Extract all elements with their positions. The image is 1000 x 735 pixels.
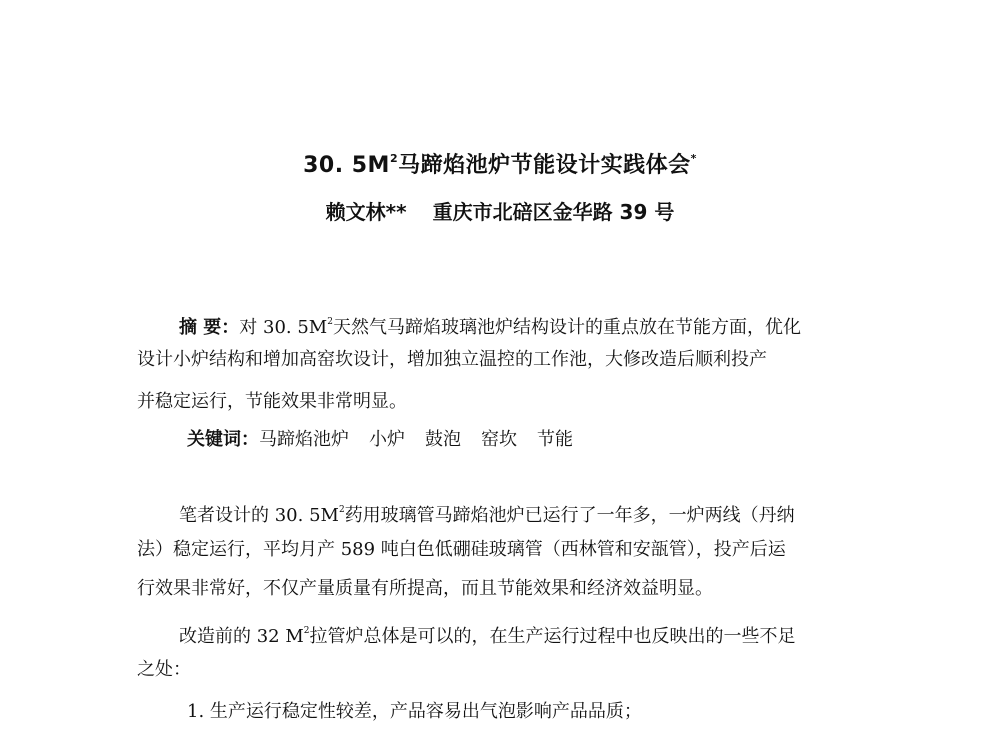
abstract-text: 天然气马蹄焰玻璃池炉结构设计的重点放在节能方面，优化 xyxy=(332,317,801,338)
paper-title xyxy=(0,143,1000,182)
body-p2-line-2: 之处： xyxy=(137,659,191,680)
body-superscript: 2 xyxy=(303,626,310,636)
author-name: 赖文林** xyxy=(325,200,407,224)
title-text: 30. 5M xyxy=(303,153,390,178)
body-text: 拉管炉总体是可以的，在生产运行过程中也反映出的一些不足 xyxy=(309,626,796,647)
abstract-label: 摘 要： xyxy=(179,317,240,338)
keyword-item: 窑坎 xyxy=(481,429,517,450)
title-footnote-mark: * xyxy=(690,152,697,165)
body-text: 药用玻璃管马蹄焰池炉已运行了一年多，一炉两线（丹纳 xyxy=(344,505,795,526)
body-superscript: 2 xyxy=(338,505,345,515)
abstract-line-3: 并稳定运行，节能效果非常明显。 xyxy=(137,391,407,412)
body-text: 笔者设计的 30. 5M xyxy=(179,505,339,526)
abstract-line-2: 设计小炉结构和增加高窑坎设计，增加独立温控的工作池，大修改造后顺利投产 xyxy=(137,349,767,370)
author-address: 重庆市北碚区金华路 39 号 xyxy=(432,200,675,224)
abstract-superscript: 2 xyxy=(327,317,333,327)
title-superscript: 2 xyxy=(389,152,399,165)
abstract-text: 对 30. 5M xyxy=(239,317,328,338)
body-p2-line-1 xyxy=(179,617,796,651)
list-item: 1. 生产运行稳定性较差，产品容易出气泡影响产品品质； xyxy=(187,701,642,722)
body-p1-line-2: 法）稳定运行，平均月产 589 吨白色低硼硅玻璃管（西林管和安瓿管），投产后运 xyxy=(137,539,786,560)
body-p1-line-3: 行效果非常好，不仅产量质量有所提高，而且节能效果和经济效益明显。 xyxy=(137,578,713,599)
keywords-label: 关键词： xyxy=(187,429,259,450)
keywords-line xyxy=(187,426,573,454)
abstract-line-1 xyxy=(179,308,801,342)
keyword-item: 鼓泡 xyxy=(425,429,461,450)
body-text: 改造前的 32 M xyxy=(179,626,304,647)
keyword-item: 马蹄焰池炉 xyxy=(259,429,349,450)
keyword-item: 节能 xyxy=(537,429,573,450)
body-p1-line-1 xyxy=(179,496,795,530)
title-rest: 马蹄焰池炉节能设计实践体会 xyxy=(398,153,691,178)
keyword-item: 小炉 xyxy=(369,429,405,450)
author-line xyxy=(0,197,1000,227)
